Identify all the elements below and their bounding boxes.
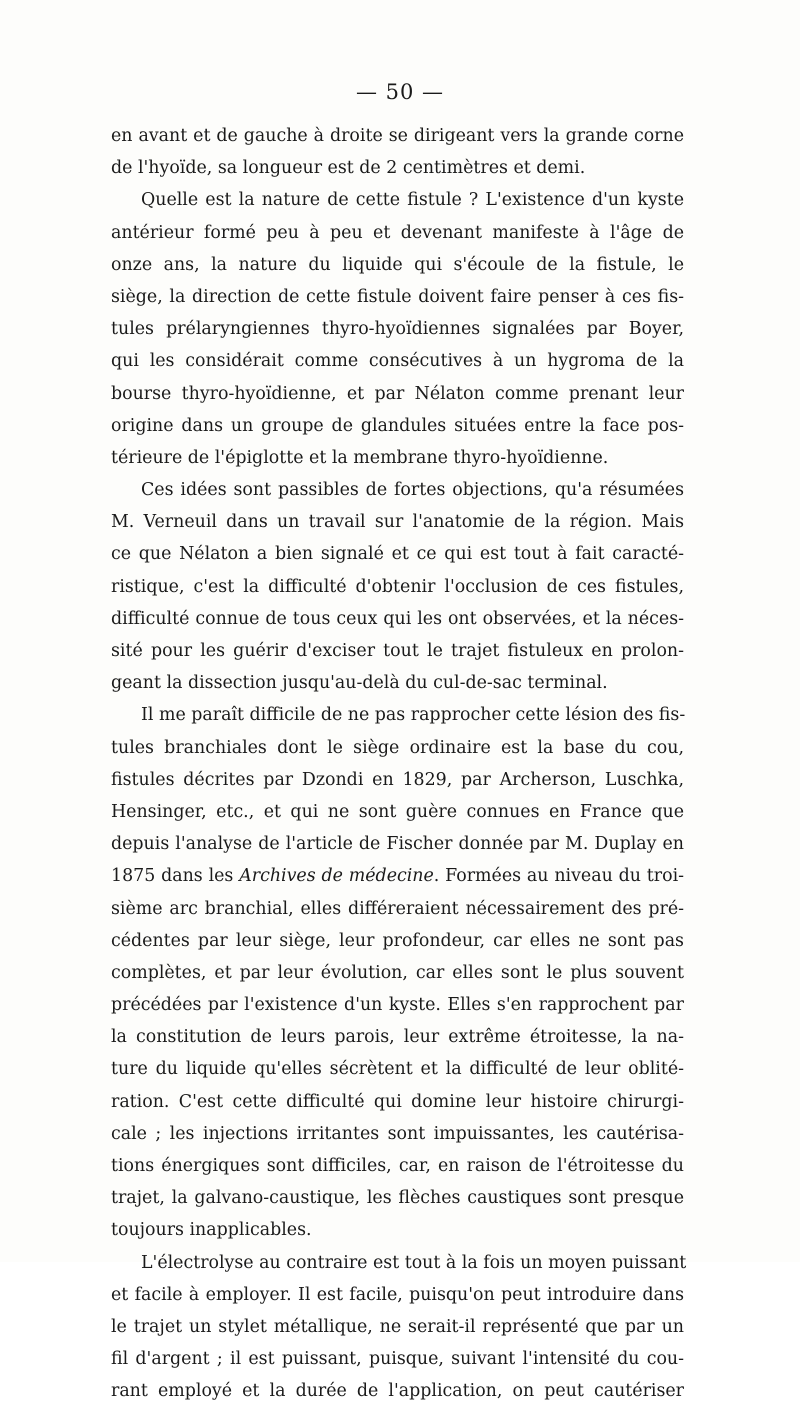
text-line: rant employé et la durée de l'application, on peut cautériser (111, 1381, 684, 1402)
text-line: tules branchiales dont le siège ordinaire est la base du cou, (111, 737, 684, 758)
text-line: précédées par l'existence d'un kyste. Elles s'en rapprochent par (111, 995, 684, 1016)
text-line: la constitution de leurs parois, leur extrême étroitesse, la na- (111, 1027, 684, 1048)
text-line: geant la dissection jusqu'au-delà du cul-de-sac terminal. (111, 673, 608, 694)
text-line: Quelle est la nature de cette fistule ? L'existence d'un kyste (141, 190, 684, 211)
text-line: ce que Nélaton a bien signalé et ce qui est tout à fait caracté- (111, 544, 684, 565)
text-line: complètes, et par leur évolution, car elles sont le plus souvent (111, 962, 684, 983)
text-line: sité pour les guérir d'exciser tout le trajet fistuleux en prolon- (111, 641, 684, 661)
text-line: Ces idées sont passibles de fortes objections, qu'a résumées (141, 480, 684, 501)
text-line: ristique, c'est la difficulté d'obtenir l'occlusion de ces fistules, (111, 576, 684, 597)
text-line: térieure de l'épiglotte et la membrane thyro-hyoïdienne. (111, 447, 609, 468)
text-line: fil d'argent ; il est puissant, puisque, suivant l'intensité du cou- (111, 1349, 684, 1370)
text-line: le trajet un stylet métallique, ne serait-il représenté que par un (111, 1316, 684, 1337)
page-number: — 50 — (355, 80, 445, 104)
text-line: tions énergiques sont difficiles, car, en raison de l'étroitesse du (111, 1156, 684, 1176)
text-line: L'électrolyse au contraire est tout à la fois un moyen puissant (141, 1252, 687, 1273)
text-line-with-citation (111, 860, 684, 892)
text-line: depuis l'analyse de l'article de Fischer donnée par M. Duplay en (111, 834, 684, 855)
text-line: qui les considérait comme consécutives à un hygroma de la (111, 351, 684, 372)
text-line: onze ans, la nature du liquide qui s'écoule de la fistule, le (111, 254, 684, 275)
text-line: de l'hyoïde, sa longueur est de 2 centimètres et demi. (111, 158, 586, 179)
text-line: antérieur formé peu à peu et devenant manifeste à l'âge de (111, 222, 684, 243)
text-line: tules prélaryngiennes thyro-hyoïdiennes signalées par Boyer, (111, 319, 684, 340)
body-text (111, 120, 687, 1408)
text-line: en avant et de gauche à droite se dirigeant vers la grande corne (111, 126, 684, 146)
text-fragment: 1875 dans les (111, 866, 234, 887)
text-line: siège, la direction de cette fistule doivent faire penser à ces fis- (111, 286, 684, 307)
text-line: cale ; les injections irritantes sont impuissantes, les cautérisa- (111, 1123, 684, 1144)
text-line: sième arc branchial, elles différeraient nécessairement des pré- (111, 898, 684, 919)
text-line: Il me paraît difficile de ne pas rapprocher cette lésion des fis- (141, 705, 686, 726)
text-line: fistules décrites par Dzondi en 1829, par Archerson, Luschka, (111, 769, 684, 790)
text-line: Hensinger, etc., et qui ne sont guère connues en France que (111, 801, 684, 822)
text-line: M. Verneuil dans un travail sur l'anatomie de la région. Mais (111, 512, 684, 533)
text-line: origine dans un groupe de glandules situées entre la face pos- (111, 415, 684, 436)
text-fragment: . Formées au niveau du troi- (433, 866, 685, 887)
text-line: bourse thyro-hyoïdienne, et par Nélaton comme prenant leur (111, 383, 684, 404)
text-line: trajet, la galvano-caustique, les flèches caustiques sont presque (111, 1188, 684, 1209)
text-line: cédentes par leur siège, leur profondeur, car elles ne sont pas (111, 930, 684, 951)
text-line: ration. C'est cette difficulté qui domine leur histoire chirurgi- (111, 1091, 684, 1112)
text-line: et facile à employer. Il est facile, puisqu'on peut introduire dans (111, 1284, 684, 1305)
text-line: toujours inapplicables. (111, 1220, 312, 1241)
text-line: difficulté connue de tous ceux qui les ont observées, et la néces- (111, 608, 684, 629)
journal-title: Archives de médecine (239, 866, 434, 887)
text-line: ture du liquide qu'elles sécrètent et la difficulté de leur oblité- (111, 1059, 684, 1080)
